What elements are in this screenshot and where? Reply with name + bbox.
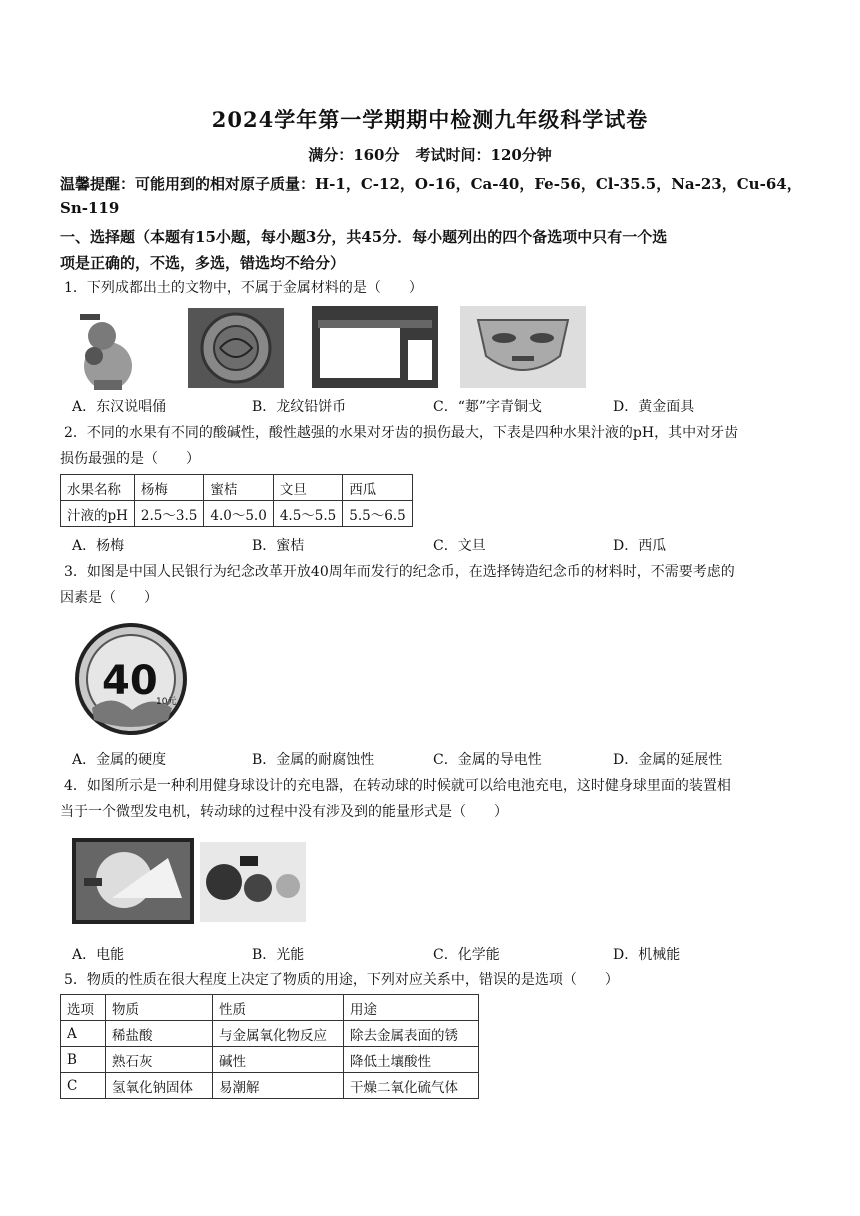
- table-cell: 文旦: [273, 475, 342, 501]
- bronze-dagger-image: [312, 306, 438, 388]
- q1-option-a[interactable]: A．东汉说唱俑: [72, 399, 167, 415]
- exam-time: 考试时间：120分钟: [415, 146, 552, 164]
- table-cell: 选项: [61, 995, 106, 1021]
- table-cell: 降低土壤酸性: [344, 1047, 479, 1073]
- coin-number: 40: [102, 658, 158, 704]
- table-cell: 杨梅: [134, 475, 203, 501]
- q4-option-c[interactable]: C．化学能: [433, 947, 500, 963]
- q3-option-d[interactable]: D．金属的延展性: [613, 752, 723, 768]
- table-cell: 4.0～5.0: [204, 501, 273, 527]
- table-cell: 碱性: [213, 1047, 344, 1073]
- q1-stem: 1．下列成都出土的文物中，不属于金属材料的是（ ）: [64, 280, 423, 296]
- fruit-ph-table: [60, 474, 413, 527]
- q4-stem-line2: 当于一个微型发电机，转动球的过程中没有涉及到的能量形式是（ ）: [60, 804, 508, 820]
- q5-stem: 5．物质的性质在很大程度上决定了物质的用途，下列对应关系中，错误的是选项（ ）: [64, 972, 619, 988]
- table-cell: 与金属氧化物反应: [213, 1021, 344, 1047]
- table-cell: 汁液的pH: [61, 501, 135, 527]
- table-cell: 4.5～5.5: [273, 501, 342, 527]
- table-cell: 物质: [106, 995, 213, 1021]
- table-cell: 5.5～6.5: [343, 501, 412, 527]
- charger-ball-image: [72, 838, 194, 924]
- q1-option-b[interactable]: B．龙纹铅饼币: [252, 399, 347, 415]
- q4-option-b[interactable]: B．光能: [252, 947, 305, 963]
- q3-option-a[interactable]: A．金属的硬度: [72, 752, 167, 768]
- q1-option-d[interactable]: D．黄金面具: [613, 399, 695, 415]
- table-cell: 氢氧化钠固体: [106, 1073, 213, 1099]
- gold-mask-image: [460, 306, 586, 388]
- q2-option-b[interactable]: B．蜜桔: [252, 538, 305, 554]
- q3-stem-line2: 因素是（ ）: [60, 590, 158, 606]
- full-score: 满分：160分: [308, 146, 400, 164]
- table-cell: 性质: [213, 995, 344, 1021]
- q2-option-d[interactable]: D．西瓜: [613, 538, 667, 554]
- ball-parts-image: [200, 842, 306, 922]
- table-row: [61, 501, 413, 527]
- section1-heading-line1: 一、选择题（本题有15小题，每小题3分，共45分．每小题列出的四个备选项中只有一个选: [60, 228, 668, 246]
- figurine-image: [72, 306, 142, 392]
- table-cell: 西瓜: [343, 475, 412, 501]
- page-title: 2024学年第一学期期中检测九年级科学试卷: [211, 107, 649, 132]
- table-cell: 水果名称: [61, 475, 135, 501]
- lead-coin-image: [188, 308, 284, 388]
- table-row: [61, 475, 413, 501]
- q2-stem-line2: 损伤最强的是（ ）: [60, 451, 200, 467]
- table-cell: C: [61, 1073, 106, 1099]
- q3-option-c[interactable]: C．金属的导电性: [433, 752, 542, 768]
- q2-option-a[interactable]: A．杨梅: [72, 538, 125, 554]
- reminder-line2: Sn-119: [60, 199, 120, 217]
- q2-stem-line1: 2．不同的水果有不同的酸碱性，酸性越强的水果对牙齿的损伤最大，下表是四种水果汁液的pH，其中对牙齿: [64, 425, 739, 441]
- table-row: [61, 1047, 479, 1073]
- table-cell: 熟石灰: [106, 1047, 213, 1073]
- q3-stem-line1: 3．如图是中国人民银行为纪念改革开放40周年而发行的纪念币，在选择铸造纪念币的材料时，不需要考虑的: [64, 564, 735, 580]
- q4-stem-line1: 4．如图所示是一种利用健身球设计的充电器，在转动球的时候就可以给电池充电，这时健身球里面的装置相: [64, 778, 731, 794]
- table-cell: 蜜桔: [204, 475, 273, 501]
- table-cell: B: [61, 1047, 106, 1073]
- substance-property-table: [60, 994, 479, 1099]
- table-cell: 易潮解: [213, 1073, 344, 1099]
- q3-option-b[interactable]: B．金属的耐腐蚀性: [252, 752, 375, 768]
- table-row: [61, 1073, 479, 1099]
- section1-heading-line2: 项是正确的，不选，多选，错选均不给分）: [60, 254, 346, 272]
- table-cell: A: [61, 1021, 106, 1047]
- table-row: [61, 1021, 479, 1047]
- table-cell: 稀盐酸: [106, 1021, 213, 1047]
- coin-value: 10元: [156, 697, 177, 707]
- q2-option-c[interactable]: C．文旦: [433, 538, 486, 554]
- reminder-line1: 温馨提醒：可能用到的相对原子质量：H-1，C-12，O-16，Ca-40，Fe-56，Cl-35.5，Na-23，Cu-64，: [60, 175, 802, 193]
- table-cell: 除去金属表面的锈: [344, 1021, 479, 1047]
- table-cell: 用途: [344, 995, 479, 1021]
- table-row: [61, 995, 479, 1021]
- q1-option-c[interactable]: C．“郪”字青铜戈: [433, 399, 543, 415]
- exam-info: [0, 144, 860, 165]
- q4-option-a[interactable]: A．电能: [72, 947, 125, 963]
- commemorative-coin-image: [72, 622, 190, 736]
- table-cell: 干燥二氧化硫气体: [344, 1073, 479, 1099]
- q4-option-d[interactable]: D．机械能: [613, 947, 681, 963]
- table-cell: 2.5～3.5: [134, 501, 203, 527]
